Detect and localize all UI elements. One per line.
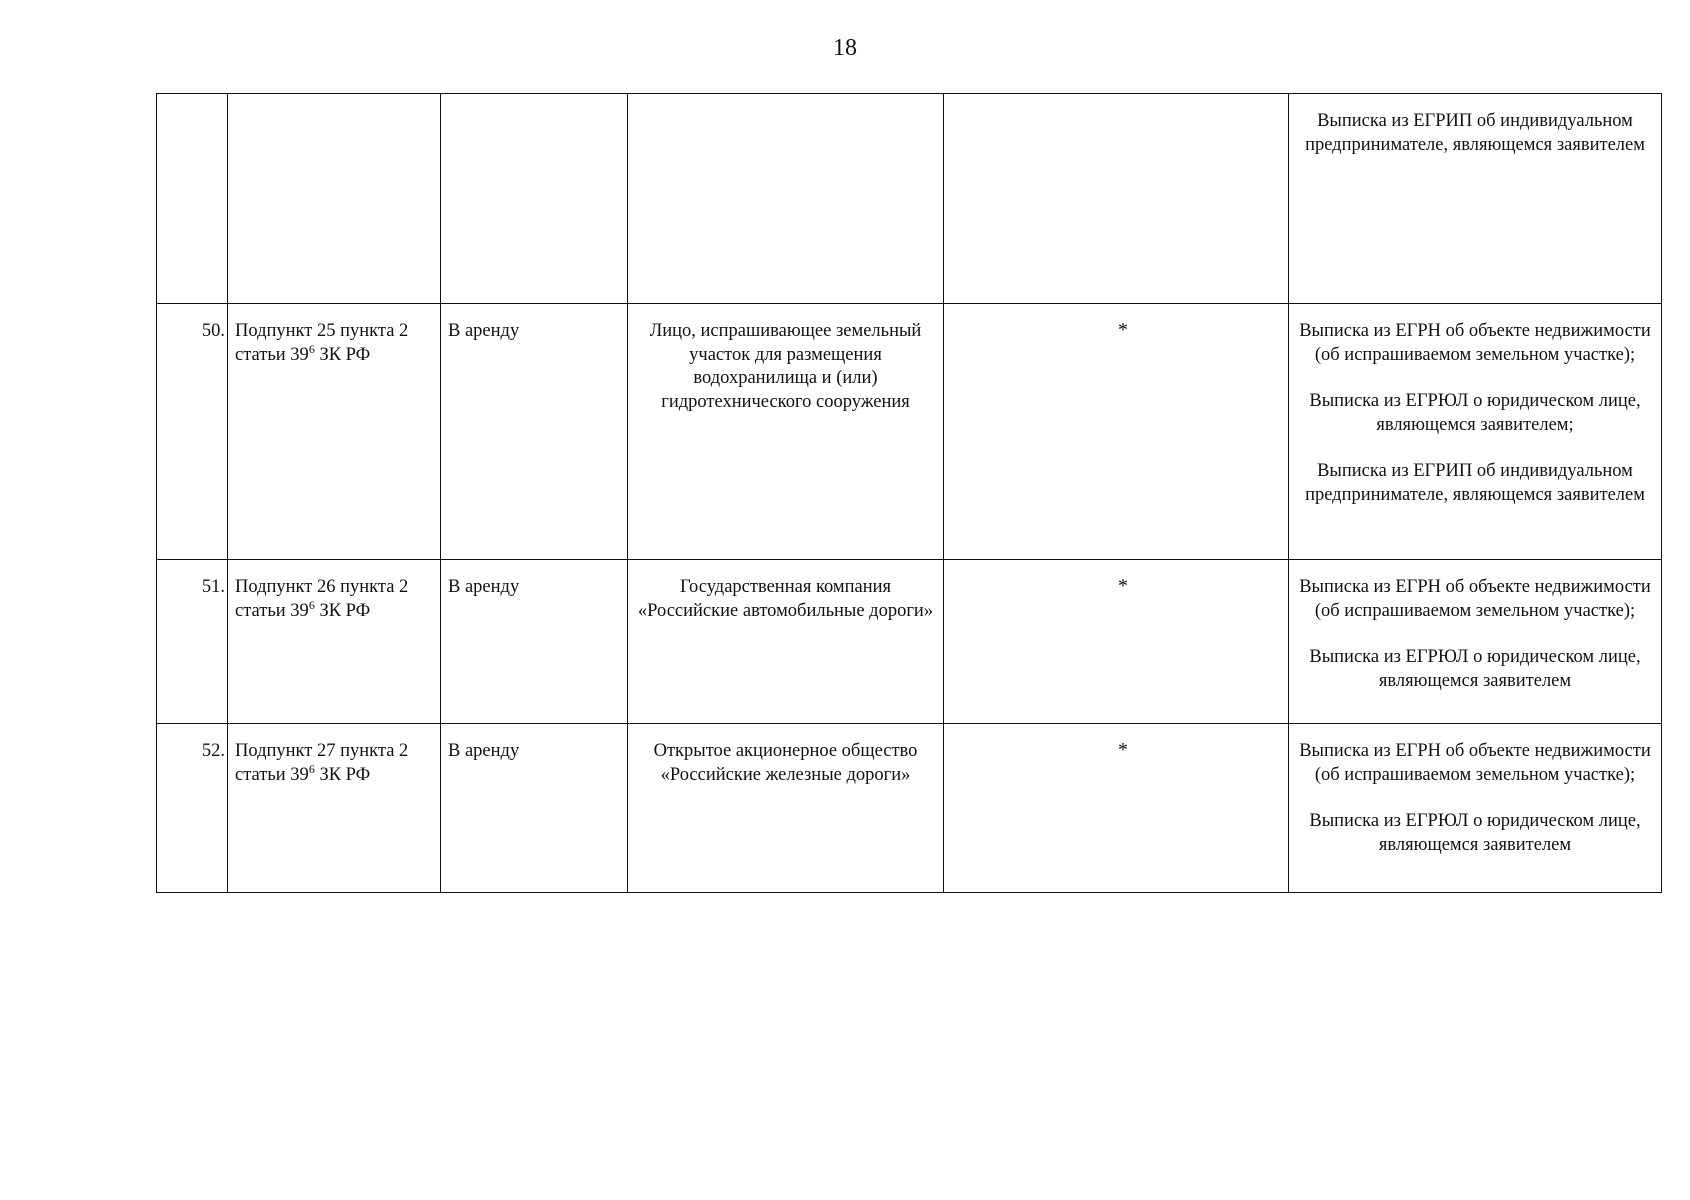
legal-basis-text: Подпункт 25 пункта 2 статьи 39 — [235, 321, 409, 365]
table-row — [157, 304, 1662, 560]
table-row — [157, 724, 1662, 893]
document-item: Выписка из ЕГРН об объекте недвижимости (об испрашиваемом земельном участке); — [1299, 321, 1651, 365]
documents-cell — [1289, 724, 1662, 893]
mark-cell — [944, 304, 1289, 560]
legal-basis-cell — [228, 94, 441, 304]
asterisk-mark: * — [1118, 739, 1128, 761]
document-item: Выписка из ЕГРИП об индивидуальном предпринимателе, являющемся заявителем — [1305, 111, 1645, 155]
legal-basis-text: Подпункт 26 пункта 2 статьи 39 — [235, 577, 409, 621]
document-item: Выписка из ЕГРЮЛ о юридическом лице, являющемся заявителем — [1309, 647, 1641, 691]
legal-basis-cell — [228, 304, 441, 560]
row-number-cell: 52. — [157, 724, 228, 893]
legal-basis-cell — [228, 724, 441, 893]
right-type-cell — [441, 94, 628, 304]
legal-basis-code: ЗК РФ — [314, 344, 371, 365]
asterisk-mark: * — [1118, 319, 1128, 341]
page-number: 18 — [833, 35, 857, 61]
row-number-cell — [157, 94, 228, 304]
table-row — [157, 560, 1662, 724]
mark-cell — [944, 724, 1289, 893]
legal-basis-cell — [228, 560, 441, 724]
right-type-cell: В аренду — [441, 304, 628, 560]
article-superscript: 6 — [308, 341, 315, 356]
document-item: Выписка из ЕГРИП об индивидуальном предпринимателе, являющемся заявителем — [1305, 461, 1645, 505]
documents-cell — [1289, 94, 1662, 304]
right-type-cell: В аренду — [441, 724, 628, 893]
documents-cell — [1289, 304, 1662, 560]
documents-cell — [1289, 560, 1662, 724]
row-number-cell: 51. — [157, 560, 228, 724]
legal-basis-code: ЗК РФ — [314, 764, 371, 785]
applicant-cell — [628, 94, 944, 304]
asterisk-mark: * — [1118, 575, 1128, 597]
document-item: Выписка из ЕГРН об объекте недвижимости (об испрашиваемом земельном участке); — [1299, 741, 1651, 785]
land-documents-table — [156, 93, 1662, 893]
mark-cell — [944, 560, 1289, 724]
row-number-cell: 50. — [157, 304, 228, 560]
article-superscript: 6 — [308, 761, 315, 776]
legal-basis-text: Подпункт 27 пункта 2 статьи 39 — [235, 741, 409, 785]
applicant-cell: Открытое акционерное общество «Российские железные дороги» — [628, 724, 944, 893]
table-row — [157, 94, 1662, 304]
article-superscript: 6 — [308, 597, 315, 612]
right-type-cell: В аренду — [441, 560, 628, 724]
mark-cell — [944, 94, 1289, 304]
legal-basis-code: ЗК РФ — [314, 600, 371, 621]
document-item: Выписка из ЕГРН об объекте недвижимости (об испрашиваемом земельном участке); — [1299, 577, 1651, 621]
applicant-cell: Государственная компания «Российские автомобильные дороги» — [628, 560, 944, 724]
document-item: Выписка из ЕГРЮЛ о юридическом лице, являющемся заявителем; — [1309, 391, 1641, 435]
applicant-cell: Лицо, испрашивающее земельный участок для размещения водохранилища и (или) гидротехнического сооружения — [628, 304, 944, 560]
document-item: Выписка из ЕГРЮЛ о юридическом лице, являющемся заявителем — [1309, 811, 1641, 855]
